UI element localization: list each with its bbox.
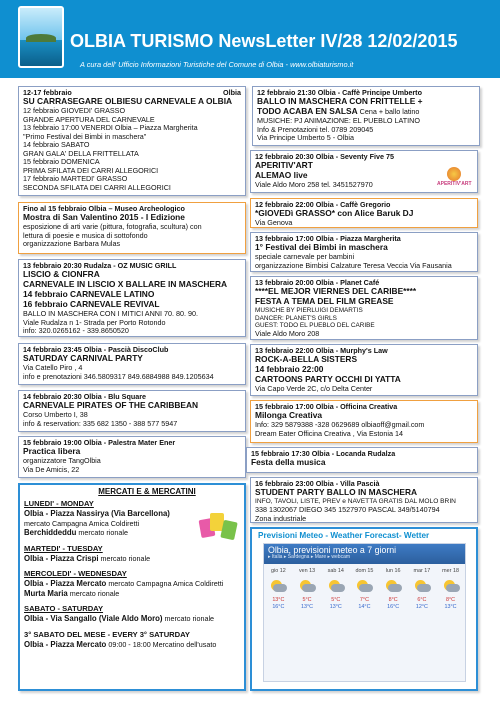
event-header: 13 febbraio 22:00 Olbia - Murphy's Law: [255, 346, 388, 355]
event-practica-libera: [18, 436, 246, 478]
event-line: info: 320.0265162 - 339.8650520: [23, 326, 129, 336]
weather-temp-max: 13°C: [272, 597, 285, 604]
event-line: MUSICHE BY PIERLUIGI DEMARTIS: [255, 307, 363, 315]
event-line: Viale Aldo Moro 208: [255, 328, 320, 338]
weather-day-label: ven 13: [298, 568, 316, 574]
weather-days: [264, 564, 465, 610]
event-header: 12 febbraio 20:30 Olbia - Seventy Five 75: [255, 152, 395, 161]
weather-temp-max: 7°C: [359, 597, 369, 604]
event-line: organizzatore TangOlbia: [23, 456, 101, 466]
sun-cloud-icon: [298, 580, 316, 593]
event-pascia-saturday-carnival: [18, 343, 246, 385]
event-carnevale-olbia: [18, 86, 246, 196]
market-place: Olbia - Piazza Nassirya (Via Barcellona): [24, 509, 170, 519]
event-line: 338 1302067 DIEGO 345 1527970 PASCAL 349/5140794: [255, 505, 440, 515]
event-line: organizzazione Barbara Mulas: [23, 239, 121, 249]
weather-breadcrumb: ▸ Italia ▸ Sardegna ▸ Mare ▸ webcam: [268, 554, 351, 561]
market-day: MARTEDI' - TUESDAY: [24, 543, 103, 553]
event-header: 14 febbraio 20:30 Olbia - Blu Square: [23, 392, 147, 401]
event-date: 12-17 febbraio: [23, 88, 72, 97]
weather-widget: [263, 543, 466, 682]
event-line: Via De Amicis, 22: [23, 464, 80, 474]
event-line: PRIMA SFILATA DEI CARRI ALLEGORICI: [23, 165, 159, 175]
logo-sea: [20, 40, 62, 66]
event-line: esposizione di arti varie (pittura, fotografia, scultura) con: [23, 222, 202, 232]
event-line: 17 febbraio MARTEDI' GRASSO: [23, 174, 128, 184]
event-title: Practica libera: [23, 446, 81, 457]
event-title: 1° Festival dei Bimbi in maschera: [255, 242, 388, 253]
event-planet-cafe: [250, 276, 478, 340]
event-mostra-san-valentino: [18, 202, 246, 254]
weather-temp-min: 14°C: [358, 603, 371, 610]
market-place: Olbia - Piazza Mercato: [24, 579, 107, 589]
event-title: SATURDAY CARNIVAL PARTY: [23, 353, 143, 364]
weather-temp-min: 16°C: [272, 603, 285, 610]
market-row: [24, 589, 240, 598]
event-line: Corso Umberto I, 38: [23, 410, 88, 420]
weather-temp-max: 5°C: [331, 597, 341, 604]
weather-day: [322, 568, 350, 610]
event-line: info e prenotazioni 346.5809317 849.6884988 849.1205634: [23, 371, 214, 381]
weather-temp-max: 8°C: [446, 597, 456, 604]
weather-day: [264, 568, 292, 610]
event-header: 13 febbraio 20:00 Olbia - Planet Café: [255, 278, 380, 287]
market-day: LUNEDI' - MONDAY: [24, 499, 94, 509]
market-type: mercato rionale: [162, 614, 215, 624]
event-header: Fino al 15 febbraio Olbia – Museo Archeologico: [23, 204, 185, 213]
event-line: Via Genova: [255, 218, 293, 228]
sun-cloud-icon: [269, 580, 287, 593]
event-title: LISCIO & CIONFRA: [23, 269, 100, 280]
market-row: [24, 554, 240, 563]
event-line: BALLO IN MASCHERA CON I MITICI ANNI 70. 80. 90.: [23, 309, 198, 319]
event-line: Via Principe Umberto 5 - Olbia: [257, 133, 354, 143]
weather-temp-min: 13°C: [329, 603, 342, 610]
event-title-tail: Cena + ballo latino: [357, 107, 420, 117]
event-murphys-law: [250, 344, 478, 396]
market-day: MERCOLEDI' - WEDNESDAY: [24, 569, 127, 579]
event-line: 15 febbraio DOMENICA: [23, 157, 100, 167]
event-title: FESTA A TEMA DEL FILM GREASE: [255, 296, 394, 307]
event-title: APERITIV'ART: [255, 160, 313, 171]
market-type: mercato rionale: [98, 553, 151, 563]
event-title: CARTOONS PARTY OCCHI DI YATTA: [255, 374, 401, 385]
event-line: info & reservation: 335 682 1350 - 388 577 5947: [23, 418, 178, 428]
event-line: Viale Rudalza n 1- Strada per Porto Rotondo: [23, 317, 166, 327]
event-title: ALEMAO live: [255, 170, 308, 181]
event-festival-bimbi: [250, 232, 478, 272]
market-place: Olbia - Piazza Crispi: [24, 553, 99, 563]
event-header: 13 febbraio 17:00 Olbia - Piazza Margherita: [255, 234, 401, 243]
event-title: 14 febbraio CARNEVALE LATINO: [23, 289, 155, 300]
weather-day-label: lun 16: [385, 568, 401, 574]
weather-temp-min: 13°C: [301, 603, 314, 610]
event-title: SU CARRASEGARE OLBIESU CARNEVALE A OLBIA: [23, 96, 233, 107]
sun-cloud-icon: [384, 580, 402, 593]
market-row: [24, 614, 240, 623]
event-header: 15 febbraio 19:00 Olbia - Palestra Mater Ener: [23, 438, 176, 447]
event-header: 13 febbraio 20:30 Rudalza - OZ MUSIC GRILL: [23, 261, 177, 270]
market-place: Murta Maria: [24, 588, 68, 598]
market-place: Olbia - Via Sangallo (Viale Aldo Moro): [24, 614, 163, 624]
event-title: 14 febbraio 22:00: [255, 364, 324, 375]
shopping-bags-icon: [200, 507, 240, 543]
cocktail-glass-icon: [447, 167, 461, 181]
event-header: 12 febbraio 21:30 Olbia - Caffè Principe Umberto: [257, 88, 422, 97]
weather-day-label: mar 17: [413, 568, 431, 574]
event-header: 16 febbraio 23:00 Olbia - Villa Pascià: [255, 479, 380, 488]
market-day: SABATO - SATURDAY: [24, 604, 104, 614]
event-header: 14 febbraio 23:45 Olbia - Pascià DiscoClub: [23, 345, 169, 354]
weather-day: [350, 568, 378, 610]
weather-day-label: mer 18: [442, 568, 459, 574]
event-line: Viale Aldo Moro 258 tel. 3451527970: [255, 180, 373, 190]
market-type: mercato Campagna Amica Coldiretti: [106, 579, 224, 589]
event-line: Zona industriale: [255, 513, 307, 523]
weather-temp-min: 16°C: [387, 603, 400, 610]
event-line: Via Capo Verde 2C, c/o Delta Center: [255, 384, 373, 394]
sun-cloud-icon: [355, 580, 373, 593]
event-line: Via Catello Piro , 4: [23, 363, 83, 373]
weather-day: [379, 568, 407, 610]
newsletter-header: [0, 0, 500, 78]
event-line: GRANDE APERTURA DEL CARNEVALE: [23, 114, 155, 124]
weather-temp-max: 6°C: [417, 597, 427, 604]
weather-day-label: dom 15: [355, 568, 374, 574]
event-line: SECONDA SFILATA DEI CARRI ALLEGORICI: [23, 182, 171, 192]
event-place: Olbia: [223, 88, 241, 97]
weather-day: [408, 568, 436, 610]
weather-widget-title: Olbia, previsioni meteo a 7 giorni: [268, 545, 397, 555]
market-row: [24, 640, 240, 649]
bag-shape: [220, 520, 237, 541]
market-place: Olbia - Piazza Mercato: [24, 639, 107, 649]
market-type: mercato rionale: [78, 528, 128, 538]
market-type: mercato rionale: [67, 588, 120, 598]
weather-widget-header: [264, 544, 465, 564]
market-day: 3° SABATO DEL MESE - EVERY 3° SATURDAY: [24, 629, 190, 639]
market-type: mercato Campagna Amica Coldiretti: [24, 518, 140, 528]
newsletter-subtitle: A cura dell' Ufficio Informazioni Turistiche del Comune di Olbia - www.olbiaturismo.it: [80, 60, 354, 69]
event-line: GRAN GALA' DELLA FRITTELLATA: [23, 148, 139, 158]
weather-temp-min: 13°C: [444, 603, 457, 610]
event-officina-creativa: [250, 400, 478, 443]
market-type: 09:00 - 18:00 Mercatino dell'usato: [106, 639, 217, 649]
weather-day: [437, 568, 465, 610]
event-principe-umberto: [252, 86, 480, 146]
event-title: TODO ACABA EN SALSA: [257, 106, 358, 117]
weather-temp-max: 8°C: [388, 597, 398, 604]
event-aperitivart: [250, 150, 478, 193]
event-caffe-gregorio: [250, 198, 478, 228]
event-title: 16 febbraio CARNEVALE REVIVAL: [23, 299, 160, 310]
mercati-section: [18, 483, 246, 691]
newsletter-title: OLBIA TURISMO NewsLetter IV/28 12/02/2015: [70, 31, 458, 51]
weather-day-label: gio 12: [271, 568, 286, 574]
event-line: INFO, TAVOLI, LISTE, PREV e NAVETTA GRATIS DAL MOLO BRIN: [255, 498, 456, 506]
weather-day-label: sab 14: [327, 568, 344, 574]
event-locanda-rudalza: [246, 447, 478, 473]
aperitivart-logo: [437, 167, 471, 191]
event-line: 12 febbraio GIOVEDI' GRASSO: [23, 106, 126, 116]
aperitivart-logo-text: APERITIV'ART: [437, 181, 472, 187]
event-title: Festa della musica: [251, 457, 326, 468]
sun-cloud-icon: [442, 580, 460, 593]
event-title: Mostra di San Valentino 2015 - I Edizione: [23, 212, 185, 223]
event-title: BALLO IN MASCHERA CON FRITTELLE +: [257, 96, 423, 107]
event-line: organizzazione Bimbisi Calzature Teresa Veccia Via Fausania: [255, 260, 452, 270]
weather-temp-max: 5°C: [302, 597, 312, 604]
event-line: MUSICHE: PJ ANIMAZIONE: EL PUEBLO LATINO: [257, 116, 420, 126]
event-line: 13 febbraio 17:00 VENERDI Olbia – Piazza Margherita: [23, 123, 198, 133]
event-oz-music-grill: [18, 259, 246, 337]
event-villa-pascia: [250, 477, 478, 523]
event-line: lettura di poesie e musica di sottofondo: [23, 230, 148, 240]
market-place: Berchiddeddu: [24, 528, 77, 538]
event-title: STUDENT PARTY BALLO IN MASCHERA: [255, 487, 418, 498]
event-header: 15 febbraio 17:30 Olbia - Locanda Rudalza: [251, 449, 396, 458]
event-title: *GIOVEDì GRASSO* con Alice Baruk DJ: [255, 208, 414, 219]
logo-island: [26, 34, 56, 42]
event-line: Dream Eater Officina Creativa , Via Estonia 14: [255, 428, 403, 438]
olbia-logo-image: [18, 6, 64, 68]
market-row: [24, 579, 240, 588]
event-line: GUEST: TODO EL PUEBLO DEL CARIBE: [255, 322, 375, 330]
event-line: speciale carnevale per bambini: [255, 252, 355, 262]
event-title: ****EL MEJOR VIERNES DEL CARIBE****: [255, 286, 417, 297]
event-line: "Primo Festival dei Bimbi in maschera": [23, 131, 147, 141]
mercati-title: MERCATI E & MERCATINI: [98, 487, 196, 496]
event-title: Milonga Creativa: [255, 410, 323, 421]
meteo-title: Previsioni Meteo - Weather Forecast- Wetter: [258, 531, 430, 540]
event-line: Info & Prenotazioni tel. 0789 209045: [257, 124, 374, 134]
event-title: ROCK-A-BELLA SISTERS: [255, 354, 358, 365]
event-title: CARNEVALE IN LISCIO X BALLARE IN MASCHERA: [23, 279, 228, 290]
event-line: Info: 329 5879388 -328 0629689 olbiaoff@gmail.com: [255, 420, 425, 430]
meteo-section: [250, 527, 478, 691]
sun-cloud-icon: [413, 580, 431, 593]
weather-day: [293, 568, 321, 610]
event-header: 15 febbraio 17:00 Olbia - Officina Creativa: [255, 402, 398, 411]
sun-cloud-icon: [327, 580, 345, 593]
event-header: 12 febbraio 22:00 Olbia - Caffè Gregorio: [255, 200, 391, 209]
event-line: 14 febbraio SABATO: [23, 140, 90, 150]
event-title: CARNEVALE PIRATES OF THE CARIBBEAN: [23, 400, 199, 411]
weather-temp-min: 12°C: [415, 603, 428, 610]
event-blu-square-pirates: [18, 390, 246, 432]
event-line: DANCER: PLANET'S GIRLS: [255, 314, 337, 322]
